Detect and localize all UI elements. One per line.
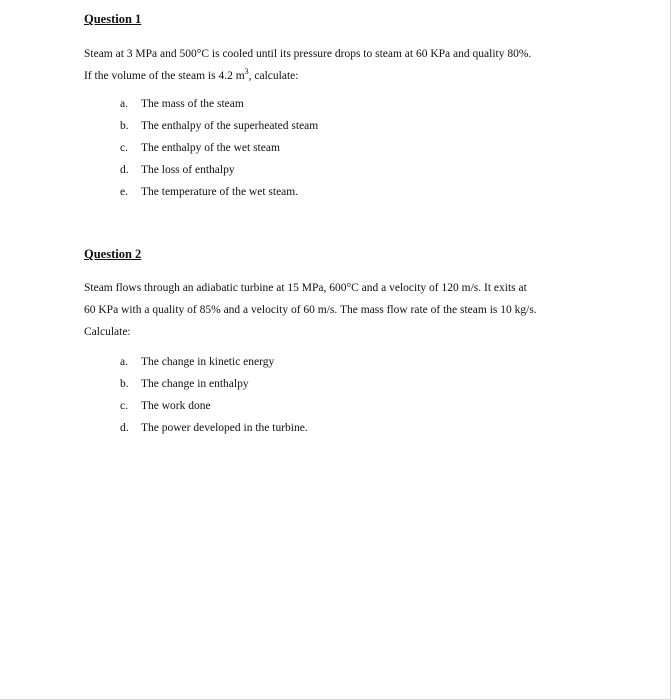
list-marker: b. [120,378,129,390]
list-marker: d. [120,422,129,434]
superscript-3: 3 [244,67,249,77]
question-1-line-1: Steam at 3 MPa and 500°C is cooled until its pressure drops to steam at 60 KPa and quality 80%. [84,48,532,60]
list-item-text: The temperature of the wet steam. [141,186,299,198]
list-item-text: The work done [141,400,211,412]
list-item [84,93,624,115]
question-2-list [84,351,624,439]
list-item-text: The change in enthalpy [141,378,249,390]
list-marker: c. [120,142,128,154]
question-1-heading: Question 1 [84,12,142,26]
list-item [84,395,624,417]
list-item [84,137,624,159]
list-item-text: The enthalpy of the superheated steam [141,120,319,132]
list-item [84,181,624,203]
question-1-line-2-end: , calculate: [248,70,299,82]
question-2-line-1: Steam flows through an adiabatic turbine at 15 MPa, 600°C and a velocity of 120 m/s. It exits at [84,282,527,294]
list-marker: c. [120,400,128,412]
question-1-section [84,10,624,203]
list-marker: b. [120,120,129,132]
question-1-list [84,93,624,203]
list-item [84,351,624,373]
question-2-heading: Question 2 [84,247,142,261]
list-marker: d. [120,164,129,176]
list-item [84,373,624,395]
list-item [84,115,624,137]
list-item-text: The power developed in the turbine. [141,422,308,434]
question-2-section [84,246,624,439]
question-2-line-2: 60 KPa with a quality of 85% and a velocity of 60 m/s. The mass flow rate of the steam is 10 kg/s. [84,304,537,316]
list-marker: a. [120,356,128,368]
list-item-text: The enthalpy of the wet steam [141,142,280,154]
list-item [84,159,624,181]
question-1-line-2 [84,65,624,87]
list-item-text: The change in kinetic energy [141,356,275,368]
question-1-line-2-text: If the volume of the steam is 4.2 m [84,70,245,82]
question-2-line-3: Calculate: [84,326,131,338]
list-item-text: The mass of the steam [141,98,244,110]
list-marker: a. [120,98,128,110]
list-item-text: The loss of enthalpy [141,164,235,176]
list-marker: e. [120,186,128,198]
list-item [84,417,624,439]
